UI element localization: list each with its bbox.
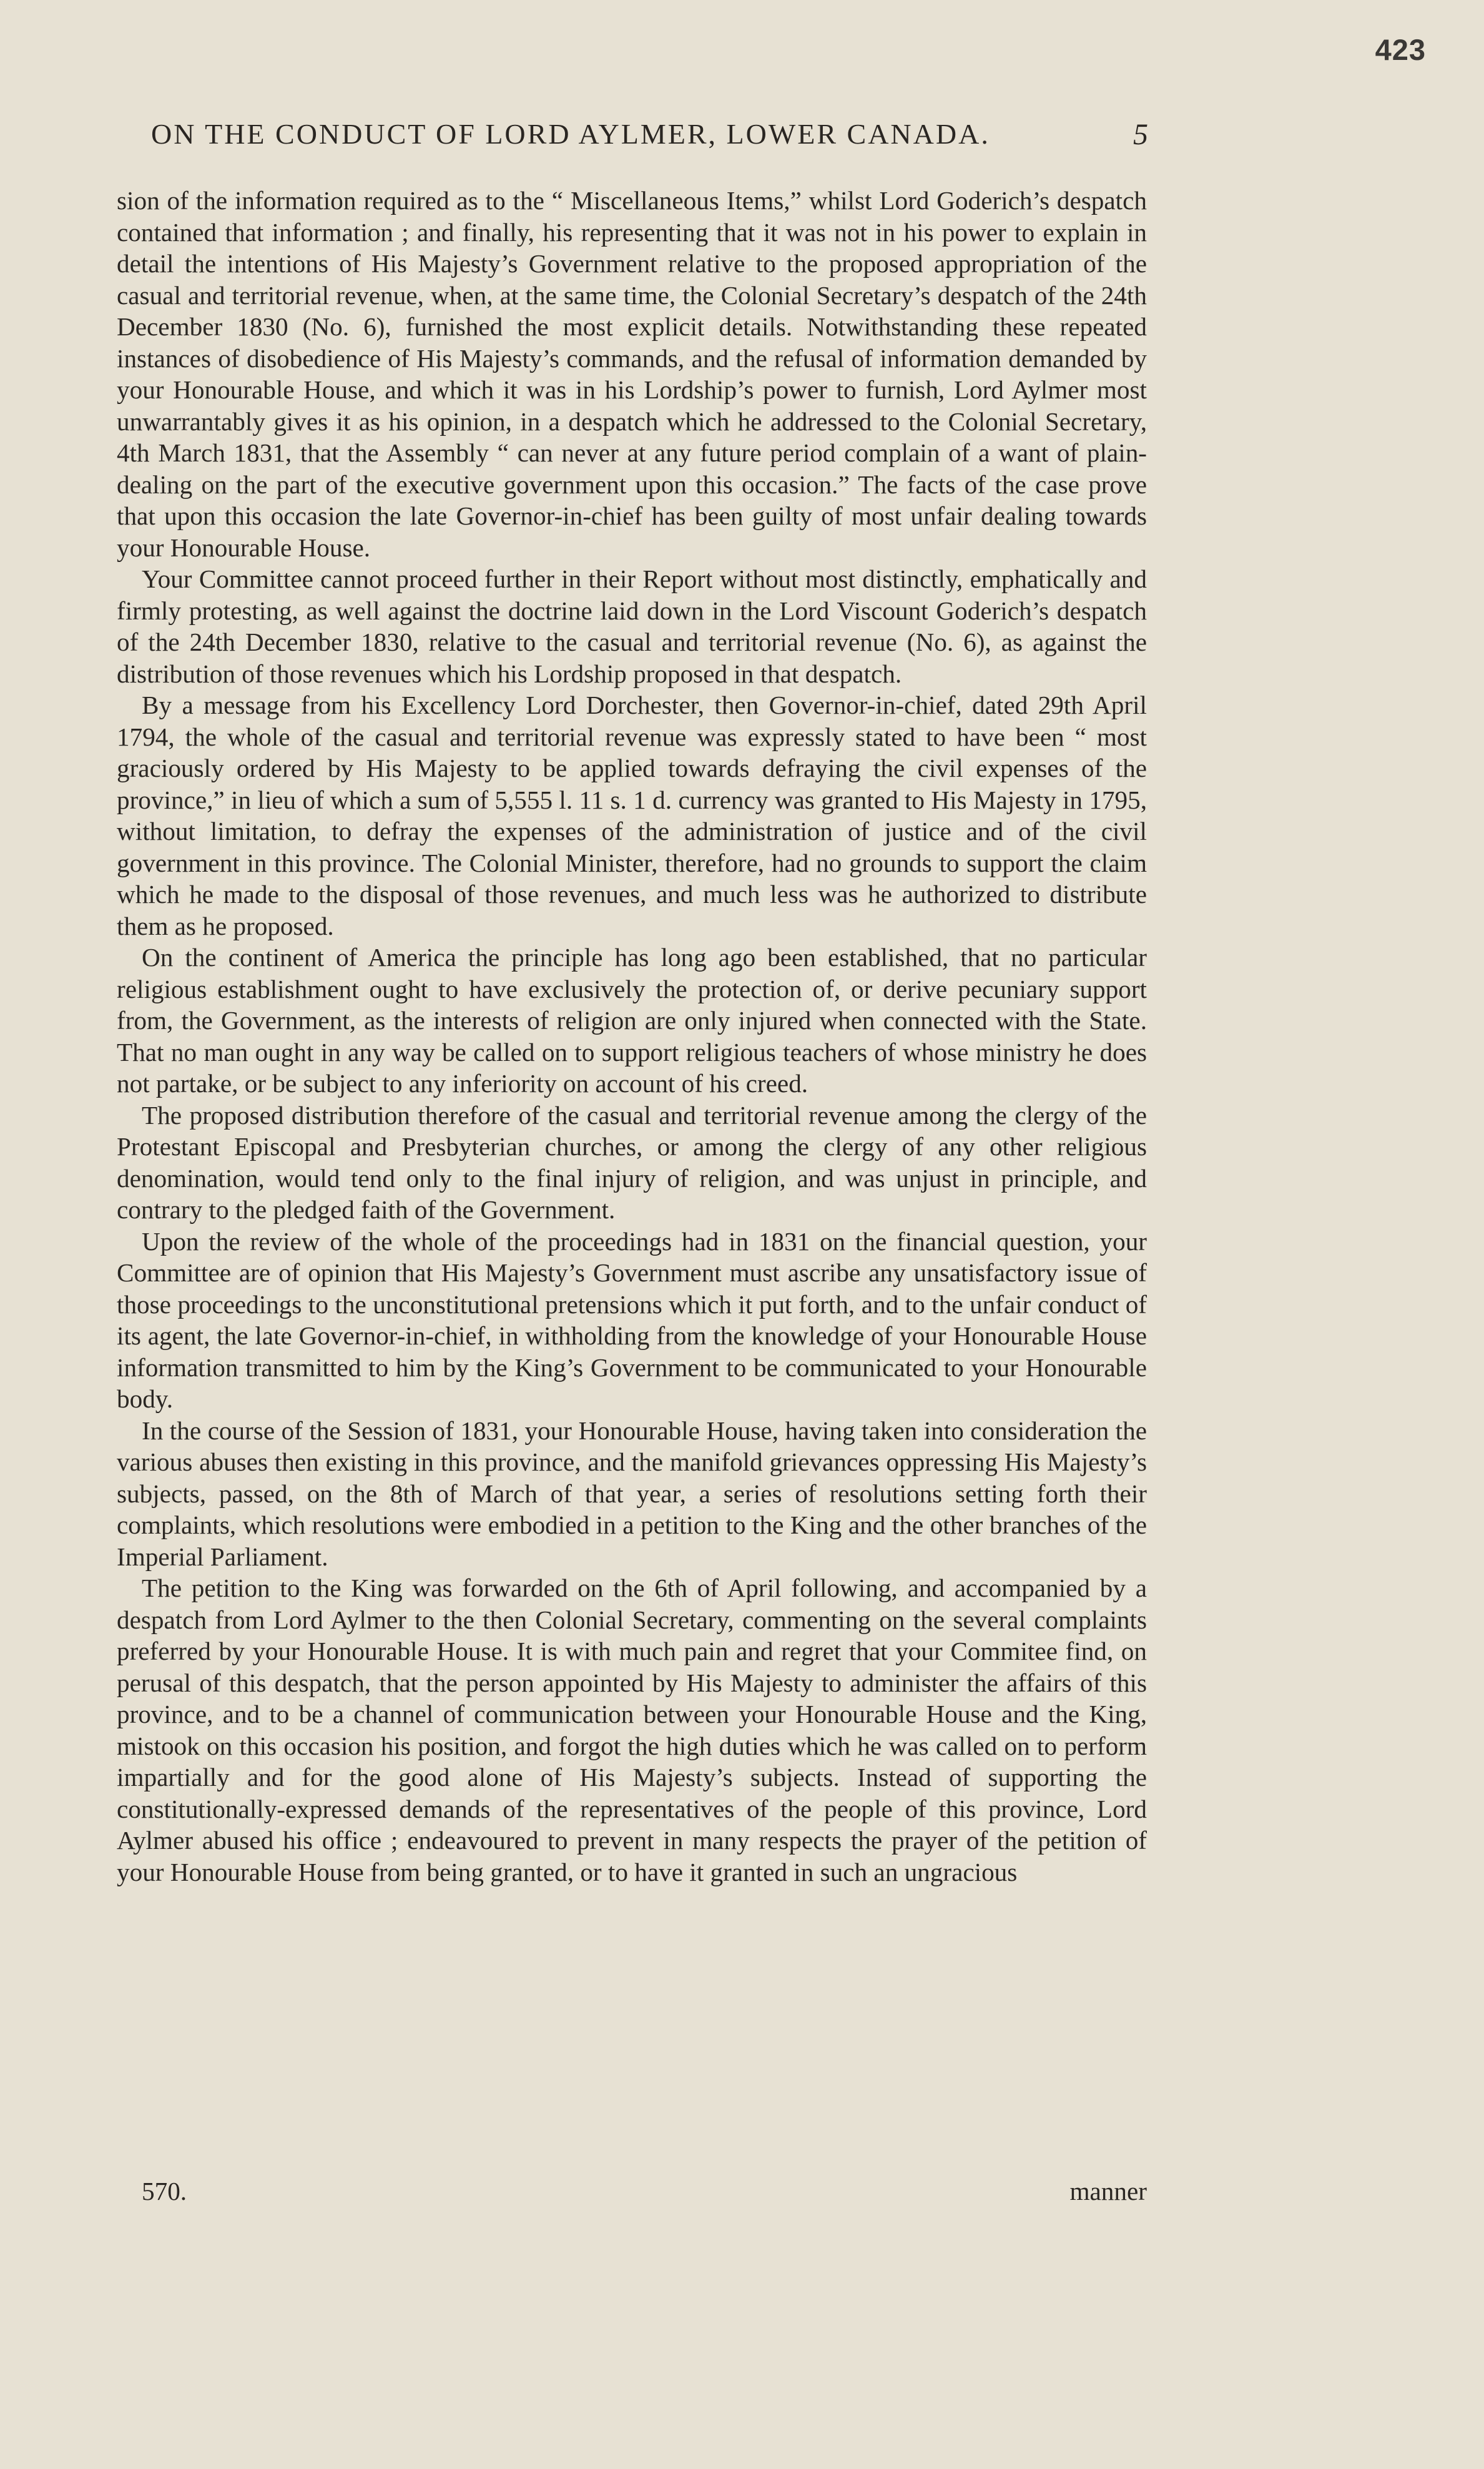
paragraph-5: The proposed distribution therefore of the casual and territorial revenue among the clergy of the Protestant Episcopal and Presbyterian churches, or among the clergy of any other religious denomination, would tend only to the final injury of religion, and was unjust in principle, and contrary to the pledged faith of the Government. — [117, 1100, 1147, 1224]
paragraph-1: sion of the information required as to the “ Miscellaneous Items,” whilst Lord Goderich’s despatch contained that information ; and finally, his representing that it was not in his power to explain in detail the intentions of His Majesty’s Government relative to the proposed appropriation of the casual and territorial revenue, when, at the same time, the Colonial Secretary’s despatch of the 24th December 1830 (No. 6), furnished the most explicit details. Notwithstanding these repeated instances of disobedience of His Majesty’s commands, and the refusal of information demanded by your Honourable House, and which it was in his Lordship’s power to furnish, Lord Aylmer most unwarrantably gives it as his opinion, in a despatch which he addressed to the Colonial Secretary, 4th March 1831, that the Assembly “ can never at any future period complain of a want of plain-dealing on the part of the executive government upon this occasion.” The facts of the case prove that upon this occasion the late Governor-in-chief has been guilty of most unfair dealing towards your Honourable House. — [117, 186, 1147, 562]
signature-mark: 570. — [142, 2177, 187, 2205]
running-title: ON THE CONDUCT OF LORD AYLMER, LOWER CANADA. — [151, 118, 990, 150]
running-header — [151, 117, 1150, 150]
paragraph-7: In the course of the Session of 1831, your Honourable House, having taken into consideration the various abuses then existing in this province, and the manifold grievances oppressing His Majesty’s subjects, passed, on the 8th of March of that year, a series of resolutions setting forth their complaints, which resolutions were embodied in a petition to the King and the other branches of the Imperial Parliament. — [117, 1416, 1147, 1571]
archive-page-stamp: 423 — [1375, 33, 1426, 66]
body-text — [117, 185, 1147, 1888]
page-number: 5 — [1133, 118, 1150, 151]
paragraph-4: On the continent of America the principle has long ago been established, that no particular religious establishment ought to have exclusively the protection of, or derive pecuniary support from, the Government, as the interests of religion are only injured when connected with the State. That no man ought in any way be called on to support religious teachers of whose ministry he does not partake, or be subject to any inferiority on account of his creed. — [117, 943, 1147, 1098]
paragraph-8: The petition to the King was forwarded on the 6th of April following, and accompanied by a despatch from Lord Aylmer to the then Colonial Secretary, commenting on the several complaints preferred by your Honourable House. It is with much pain and regret that your Commitee find, on perusal of this despatch, that the person appointed by His Majesty to administer the affairs of this province, and to be a channel of communication between your Honourable House and the King, mistook on this occasion his position, and forgot the high duties which he was called on to perform impartially and for the good alone of His Majesty’s subjects. Instead of supporting the constitutionally-expressed demands of the representatives of the people of this province, Lord Aylmer abused his office ; endeavoured to prevent in many respects the prayer of the petition of your Honourable House from being granted, or to have it granted in such an ungracious — [117, 1574, 1147, 1886]
paragraph-6: Upon the review of the whole of the proceedings had in 1831 on the financial question, your Committee are of opinion that His Majesty’s Government must ascribe any unsatisfactory issue of those proceedings to the unconstitutional pretensions which it put forth, and to the unfair conduct of its agent, the late Governor-in-chief, in withholding from the knowledge of your Honourable House information transmitted to him by the King’s Government to be communicated to your Honourable body. — [117, 1226, 1147, 1413]
paragraph-3: By a message from his Excellency Lord Dorchester, then Governor-in-chief, dated 29th April 1794, the whole of the casual and territorial revenue was expressly stated to have been “ most graciously ordered by His Majesty to be applied towards defraying the civil expenses of the province,” in lieu of which a sum of 5,555 l. 11 s. 1 d. currency was granted to His Majesty in 1795, without limitation, to defray the expenses of the administration of justice and of the civil government in this province. The Colonial Minister, therefore, had no grounds to support the claim which he made to the disposal of those revenues, and much less was he authorized to distribute them as he proposed. — [117, 691, 1147, 940]
catchword: manner — [1069, 2177, 1147, 2205]
paragraph-2: Your Committee cannot proceed further in their Report without most distinctly, emphatically and firmly protesting, as well against the doctrine laid down in the Lord Viscount Goderich’s despatch of the 24th December 1830, relative to the casual and territorial revenue (No. 6), as against the distribution of those revenues which his Lordship proposed in that despatch. — [117, 564, 1147, 688]
